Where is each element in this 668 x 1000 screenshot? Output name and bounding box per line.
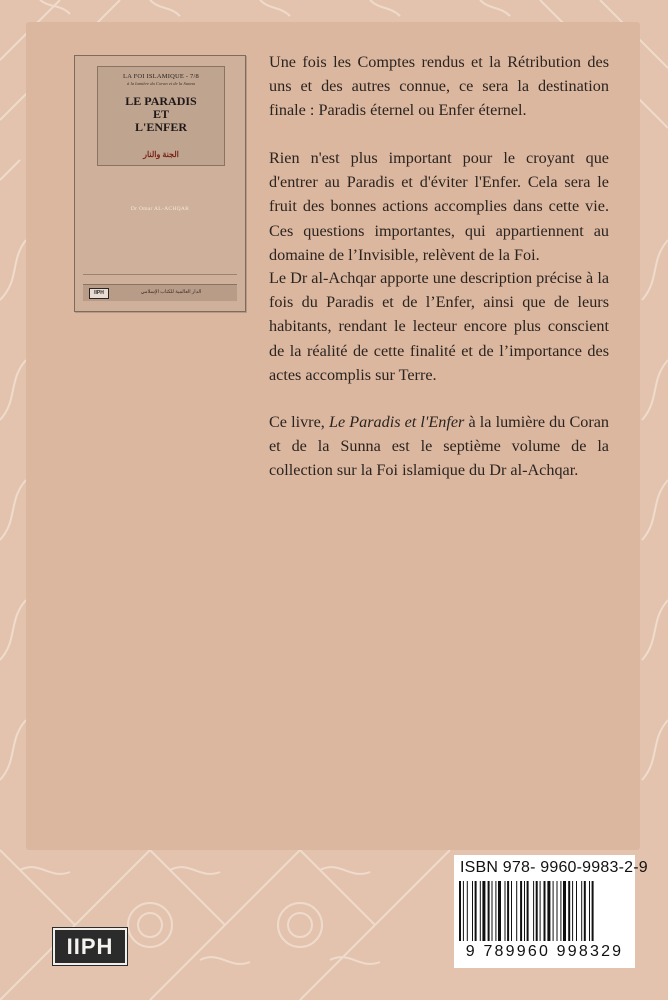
barcode-stripe bbox=[516, 881, 517, 941]
barcode-stripe bbox=[482, 881, 485, 941]
barcode-box bbox=[454, 855, 648, 968]
cover-series: LA FOI ISLAMIQUE - 7/8 bbox=[123, 73, 199, 80]
barcode-stripe bbox=[540, 881, 541, 941]
barcode-stripe bbox=[475, 881, 477, 941]
barcode-stripe bbox=[488, 881, 490, 941]
cover-arabic-title: الجنة والنار bbox=[143, 150, 179, 159]
barcode-stripe bbox=[547, 881, 550, 941]
barcode-stripe bbox=[576, 881, 577, 941]
paragraph-4-start: Ce livre, bbox=[269, 413, 329, 431]
barcode-stripe bbox=[557, 881, 558, 941]
cover-author: Dr Omar AL-ACHQAR bbox=[130, 206, 190, 212]
barcode-stripe bbox=[505, 881, 506, 941]
barcode-stripe bbox=[553, 881, 554, 941]
cover-publisher-bar bbox=[83, 284, 237, 301]
paragraph-4-end: à la lumière du Coran et de la Sunna est le septième volume de la collection sur la Foi islamique du Dr al-Achqar. bbox=[269, 413, 609, 480]
barcode-stripe bbox=[560, 881, 561, 941]
barcode-stripe bbox=[581, 881, 582, 941]
barcode-stripe bbox=[524, 881, 525, 941]
cover-subtitle: à la lumière du Coran et de la Sunna bbox=[127, 81, 195, 86]
cover-title-line2: ET bbox=[152, 107, 169, 121]
book-title-italic: Le Paradis et l'Enfer bbox=[328, 413, 465, 431]
barcode-stripe bbox=[563, 881, 566, 941]
paragraph-1: Une fois les Comptes rendus et la Rétribution des uns et des autres connue, ce sera la destination finale : Paradis éternel ou Enfer éternel. bbox=[269, 53, 609, 120]
paragraph-2: Rien n'est plus important pour le croyant que d'entrer au Paradis et d'éviter l'Enfer. Cela sera le fruit des bonnes actions accomplies dans cette vie. Ces questions importantes, qui appartiennent au domaine de l’Invisible, relèvent de la Foi. bbox=[269, 149, 609, 264]
book-cover-thumbnail bbox=[74, 55, 246, 312]
paragraph-4 bbox=[269, 410, 609, 483]
barcode-stripe bbox=[472, 881, 473, 941]
cover-publisher-name: الدار العالمية للكتاب الإسلامي bbox=[140, 290, 202, 295]
barcode-stripe bbox=[463, 881, 464, 941]
iiph-logo: IIPH bbox=[53, 928, 127, 965]
barcode-stripe bbox=[584, 881, 586, 941]
barcode-stripe bbox=[467, 881, 468, 941]
cover-title-line1: LE PARADIS bbox=[125, 94, 197, 108]
barcode-stripe bbox=[520, 881, 522, 941]
barcode-stripe bbox=[498, 881, 501, 941]
barcode-stripe bbox=[511, 881, 512, 941]
cover-title-line3: L'ENFER bbox=[134, 120, 187, 134]
barcode-stripe bbox=[507, 881, 509, 941]
cover-divider bbox=[83, 274, 237, 275]
barcode-stripe bbox=[536, 881, 538, 941]
barcode-stripe bbox=[544, 881, 546, 941]
barcode-stripe bbox=[492, 881, 493, 941]
barcode-stripe bbox=[495, 881, 496, 941]
barcode-stripe bbox=[589, 881, 590, 941]
barcode-stripe bbox=[572, 881, 573, 941]
barcode-digits: 9 789960 998329 bbox=[465, 943, 624, 960]
barcode-bars bbox=[458, 881, 632, 941]
barcode-stripe bbox=[592, 881, 594, 941]
barcode-stripe bbox=[459, 881, 461, 941]
barcode-stripe bbox=[568, 881, 570, 941]
barcode-stripe bbox=[480, 881, 481, 941]
isbn-label: ISBN 978- 9960-9983-2-9 bbox=[460, 859, 648, 876]
paragraph-3: Le Dr al-Achqar apporte une description précise à la fois du Paradis et de l’Enfer, ainsi que de leurs habitants, rendant le lecteur encore plus conscient de la réalité de cette finalité et de l’importance des actes accomplis sur Terre. bbox=[269, 269, 609, 384]
barcode-stripe bbox=[527, 881, 529, 941]
barcode-stripe bbox=[533, 881, 534, 941]
cover-title-box bbox=[97, 66, 225, 166]
cover-publisher-logo: IIPH bbox=[89, 288, 109, 299]
